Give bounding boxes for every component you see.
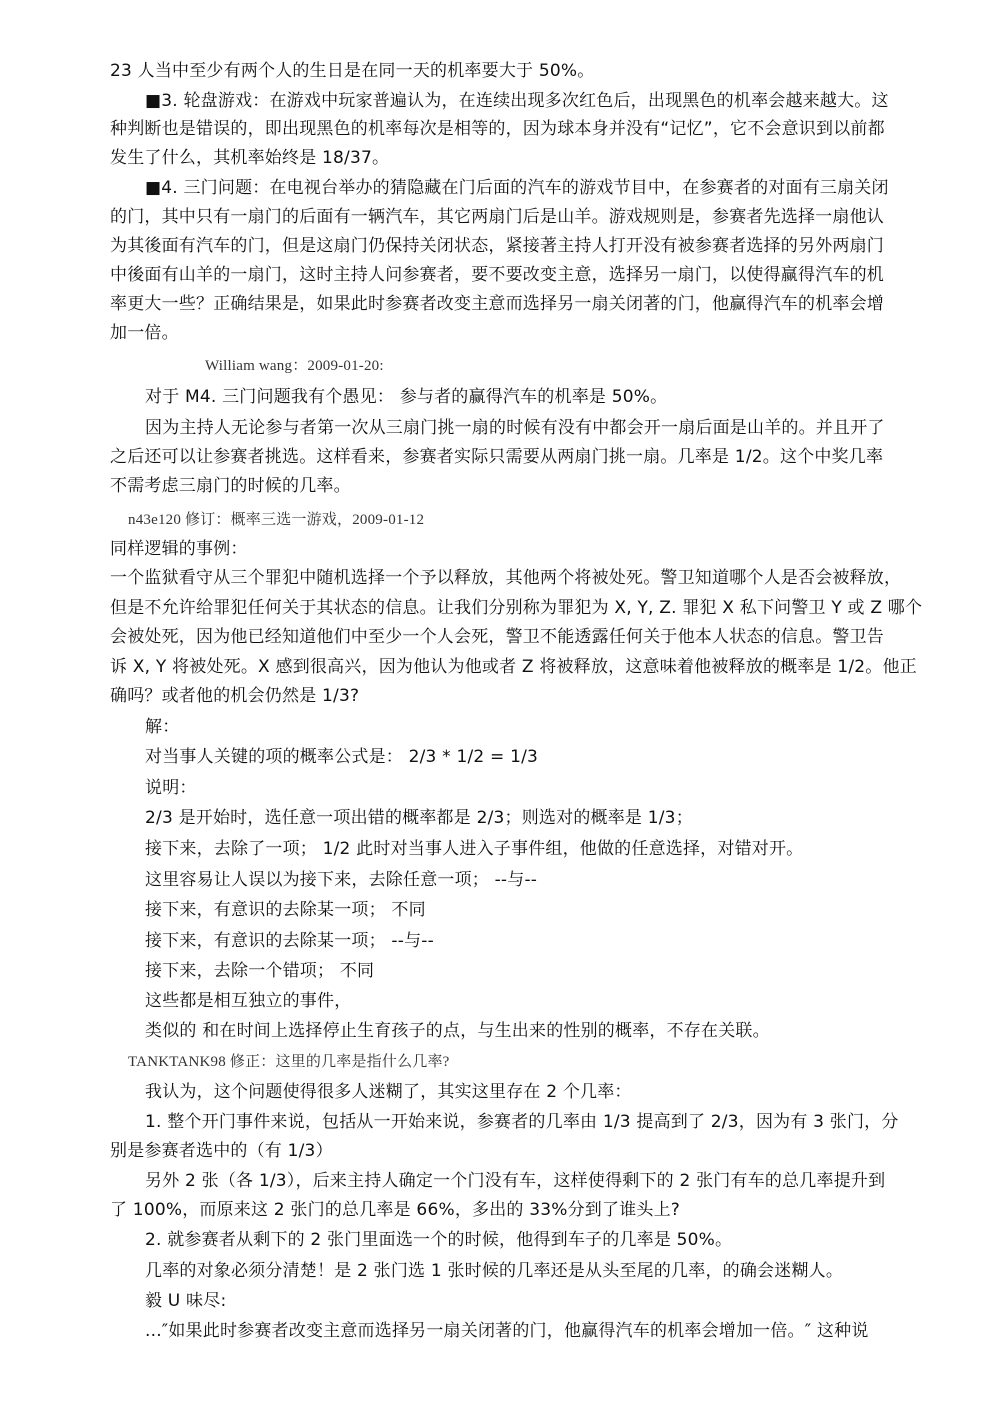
- paragraph-line: ...″如果此时参赛者改变主意而选择另一扇关闭著的门，他赢得汽车的机率会增加一倍。″ 这种说: [145, 1321, 869, 1341]
- paragraph-line: 为其後面有汽车的门，但是这扇门仍保持关闭状态，紧接著主持人打开没有被参赛者选择的另外两扇门: [110, 236, 884, 256]
- paragraph-line: 2/3 是开始时，选任意一项出错的概率都是 2/3；则选对的概率是 1/3；: [145, 808, 693, 828]
- paragraph-line: 确吗？或者他的机会仍然是 1/3?: [110, 686, 360, 706]
- paragraph-line: 接下来，有意识的去除某一项； 不同: [145, 900, 426, 920]
- paragraph-line: ■4. 三门问题：在电视台举办的猜隐藏在门后面的汽车的游戏节目中，在参赛者的对面有三扇关闭: [145, 178, 889, 198]
- paragraph-line: 23 人当中至少有两个人的生日是在同一天的机率要大于 50%。: [110, 61, 595, 81]
- paragraph-line: 不需考虑三扇门的时候的几率。: [110, 476, 351, 496]
- paragraph-line: 别是参赛者选中的（有 1/3）: [110, 1141, 333, 1161]
- paragraph-line: 发生了什么，其机率始终是 18/37。: [110, 148, 390, 168]
- paragraph-line: 同样逻辑的事例：: [110, 539, 248, 559]
- paragraph-line: 因为主持人无论参与者第一次从三扇门挑一扇的时候有没有中都会开一扇后面是山羊的。并且开了: [145, 418, 885, 438]
- paragraph-line: 1. 整个开门事件来说，包括从一开始来说，参赛者的几率由 1/3 提高到了 2/3，因为有 3 张门，分: [145, 1112, 899, 1132]
- paragraph-line: 中後面有山羊的一扇门，这时主持人问参赛者，要不要改变主意，选择另一扇门，以使得赢得汽车的机: [110, 265, 884, 285]
- paragraph-line: 诉 X, Y 将被处死。X 感到很高兴，因为他认为他或者 Z 将被释放，这意味着他被释放的概率是 1/2。他正: [110, 657, 917, 677]
- paragraph-line: 一个监狱看守从三个罪犯中随机选择一个予以释放，其他两个将被处死。警卫知道哪个人是否会被释放，: [110, 568, 902, 588]
- paragraph-line: 2. 就参赛者从剩下的 2 张门里面选一个的时候，他得到车子的几率是 50%。: [145, 1230, 733, 1250]
- paragraph-line: 接下来，去除一个错项； 不同: [145, 961, 375, 981]
- paragraph-line: 这里容易让人误以为接下来，去除任意一项； --与--: [145, 870, 538, 890]
- paragraph-line: 接下来，去除了一项； 1/2 此时对当事人进入子事件组，他做的任意选择，对错对开。: [145, 839, 804, 859]
- paragraph-line: 接下来，有意识的去除某一项； --与--: [145, 931, 434, 951]
- paragraph-line: 种判断也是错误的，即出现黑色的机率每次是相等的，因为球本身并没有“记忆”，它不会意识到以前都: [110, 119, 885, 139]
- paragraph-line: 之后还可以让参赛者挑选。这样看来，参赛者实际只需要从两扇门挑一扇。几率是 1/2。这个中奖几率: [110, 447, 884, 467]
- paragraph-line: 另外 2 张（各 1/3），后来主持人确定一个门没有车，这样使得剩下的 2 张门有车的总几率提升到: [145, 1171, 886, 1191]
- paragraph-line: 解：: [145, 717, 180, 737]
- paragraph-line: 率更大一些？正确结果是，如果此时参赛者改变主意而选择另一扇关闭著的门，他赢得汽车的机率会增: [110, 294, 884, 314]
- comment-author: n43e120 修订：概率三选一游戏，2009-01-12: [128, 512, 425, 528]
- paragraph-line: 我认为，这个问题使得很多人迷糊了，其实这里存在 2 个几率：: [145, 1082, 632, 1102]
- paragraph-line: 了 100%，而原来这 2 张门的总几率是 66%，多出的 33%分到了谁头上?: [110, 1200, 681, 1220]
- paragraph-line: 会被处死，因为他已经知道他们中至少一个人会死，警卫不能透露任何关于他本人状态的信息。警卫告: [110, 627, 884, 647]
- paragraph-line: ■3. 轮盘游戏：在游戏中玩家普遍认为，在连续出现多次红色后，出现黑色的机率会越来越大。这: [145, 91, 889, 111]
- paragraph-line: 对于 M4. 三门问题我有个愚见： 参与者的赢得汽车的机率是 50%。: [145, 387, 668, 407]
- paragraph-line: 这些都是相互独立的事件，: [145, 991, 352, 1011]
- paragraph-line: 几率的对象必须分清楚！是 2 张门选 1 张时候的几率还是从头至尾的几率，的确会迷糊人。: [145, 1261, 844, 1281]
- paragraph-line: 说明：: [145, 778, 197, 798]
- paragraph-line: 类似的 和在时间上选择停止生育孩子的点，与生出来的性别的概率，不存在关联。: [145, 1021, 770, 1041]
- paragraph-line: 但是不允许给罪犯任何关于其状态的信息。让我们分别称为罪犯为 X, Y, Z. 罪犯 X 私下问警卫 Y 或 Z 哪个: [110, 598, 923, 618]
- comment-author: William wang：2009-01-20:: [205, 358, 384, 374]
- paragraph-line: 的门，其中只有一扇门的后面有一辆汽车，其它两扇门后是山羊。游戏规则是，参赛者先选择一扇他认: [110, 207, 884, 227]
- paragraph-line: 加一倍。: [110, 323, 179, 343]
- comment-author: 毅 U 味尽:: [145, 1291, 227, 1311]
- paragraph-line: 对当事人关键的项的概率公式是： 2/3 * 1/2 = 1/3: [145, 747, 539, 767]
- comment-author: TANKTANK98 修正：这里的几率是指什么几率?: [128, 1054, 450, 1070]
